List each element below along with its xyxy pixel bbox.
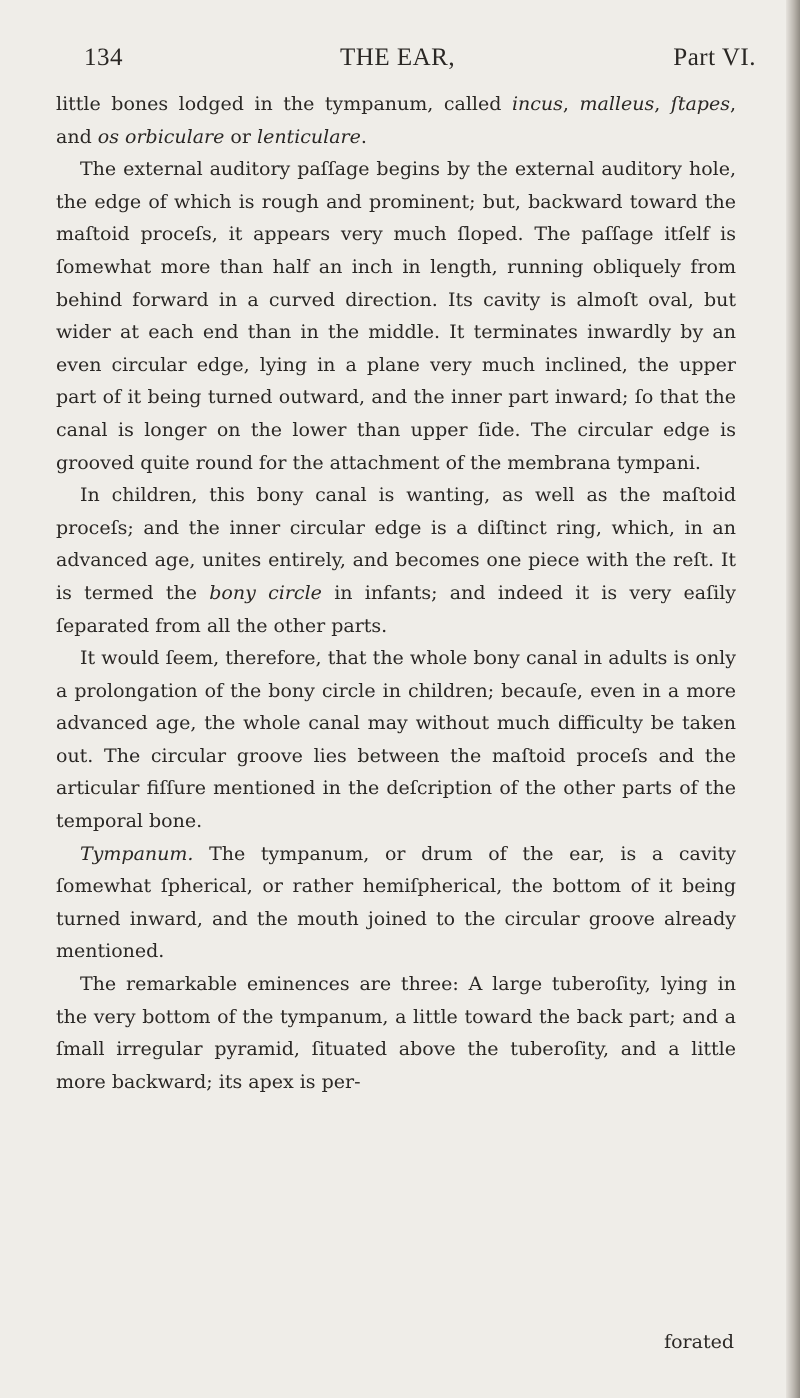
paragraph-2: The external auditory paſſage begins by the external auditory hole, the edge of which is rough and prominent; but, backward toward the maſtoid proceſs, it appears very much ſloped. The paſſage itſelf is ſomewhat more than half an inch in length, running obliquely from behind forward in a curved direction. Its cavity is almoſt oval, but wider at each end than in the middle. It terminates inwardly by an even circular edge, lying in a plane very much inclined, the upper part of it being turned outward, and the inner part inward; ſo that the canal is longer on the lower than upper ſide. The circular edge is grooved quite round for the attachment of the membrana tympani.	[56, 158, 736, 474]
running-header	[84, 44, 756, 82]
text-span: , and	[56, 93, 736, 148]
term-bony-circle: bony circle	[209, 581, 322, 604]
paragraph-4: It would ſeem, therefore, that the whole bony canal in adults is only a prolongation of the bony circle in children; becauſe, even in a more advanced age, the whole canal may without much difficulty be taken out. The circular groove lies between the maſtoid proceſs and the articular fiſſure mentioned in the deſcription of the other parts of the temporal bone.	[56, 647, 736, 833]
term-malleus: malleus	[579, 93, 655, 115]
text-span: ,	[654, 93, 661, 115]
paragraph-1	[56, 88, 736, 153]
page-number: 134	[84, 44, 123, 71]
term-os-orbiculare: os orbiculare	[97, 125, 225, 148]
paragraph-6: The remarkable eminences are three: A large tuberoſity, lying in the very bottom of the tympanum, a little toward the back part; and a ſmall irregular pyramid, ſituated above the tuberoſity, and a little more backward; its apex is per-	[56, 973, 736, 1093]
catchword: forated	[664, 1331, 734, 1353]
text-span: .	[360, 125, 367, 148]
text-span: or	[224, 125, 257, 148]
text-span: ,	[562, 93, 580, 115]
body-text	[56, 88, 736, 1098]
term-incus: incus	[511, 93, 563, 115]
section-heading-tympanum: Tympanum.	[80, 842, 194, 865]
term-stapes: ſtapes	[670, 93, 730, 115]
text-span: The tympanum, or drum of the ear, is a cavity ſomewhat ſpherical, or rather hemiſpherical, the bottom of it being turned inward, and the mouth joined to the circular groove already mentioned.	[56, 842, 736, 963]
text-span: in infants; and indeed it is very eaſily ſeparated from all the other parts.	[56, 581, 737, 637]
part-label: Part VI.	[673, 44, 756, 71]
text-span: In children, this bony canal is wanting, as well as the maſtoid proceſs; and the inner circular edge is a diſtinct ring, which, in an advanced age, unites entirely, and becomes one piece with the reſt. It is termed the	[56, 484, 736, 604]
running-title: THE EAR,	[340, 44, 456, 71]
paragraph-3	[56, 479, 736, 642]
paragraph-5	[56, 838, 736, 968]
text-span: little bones lodged in the tympanum, called	[56, 93, 512, 115]
page-edge	[786, 0, 800, 1398]
term-lenticulare: lenticulare	[257, 125, 361, 148]
